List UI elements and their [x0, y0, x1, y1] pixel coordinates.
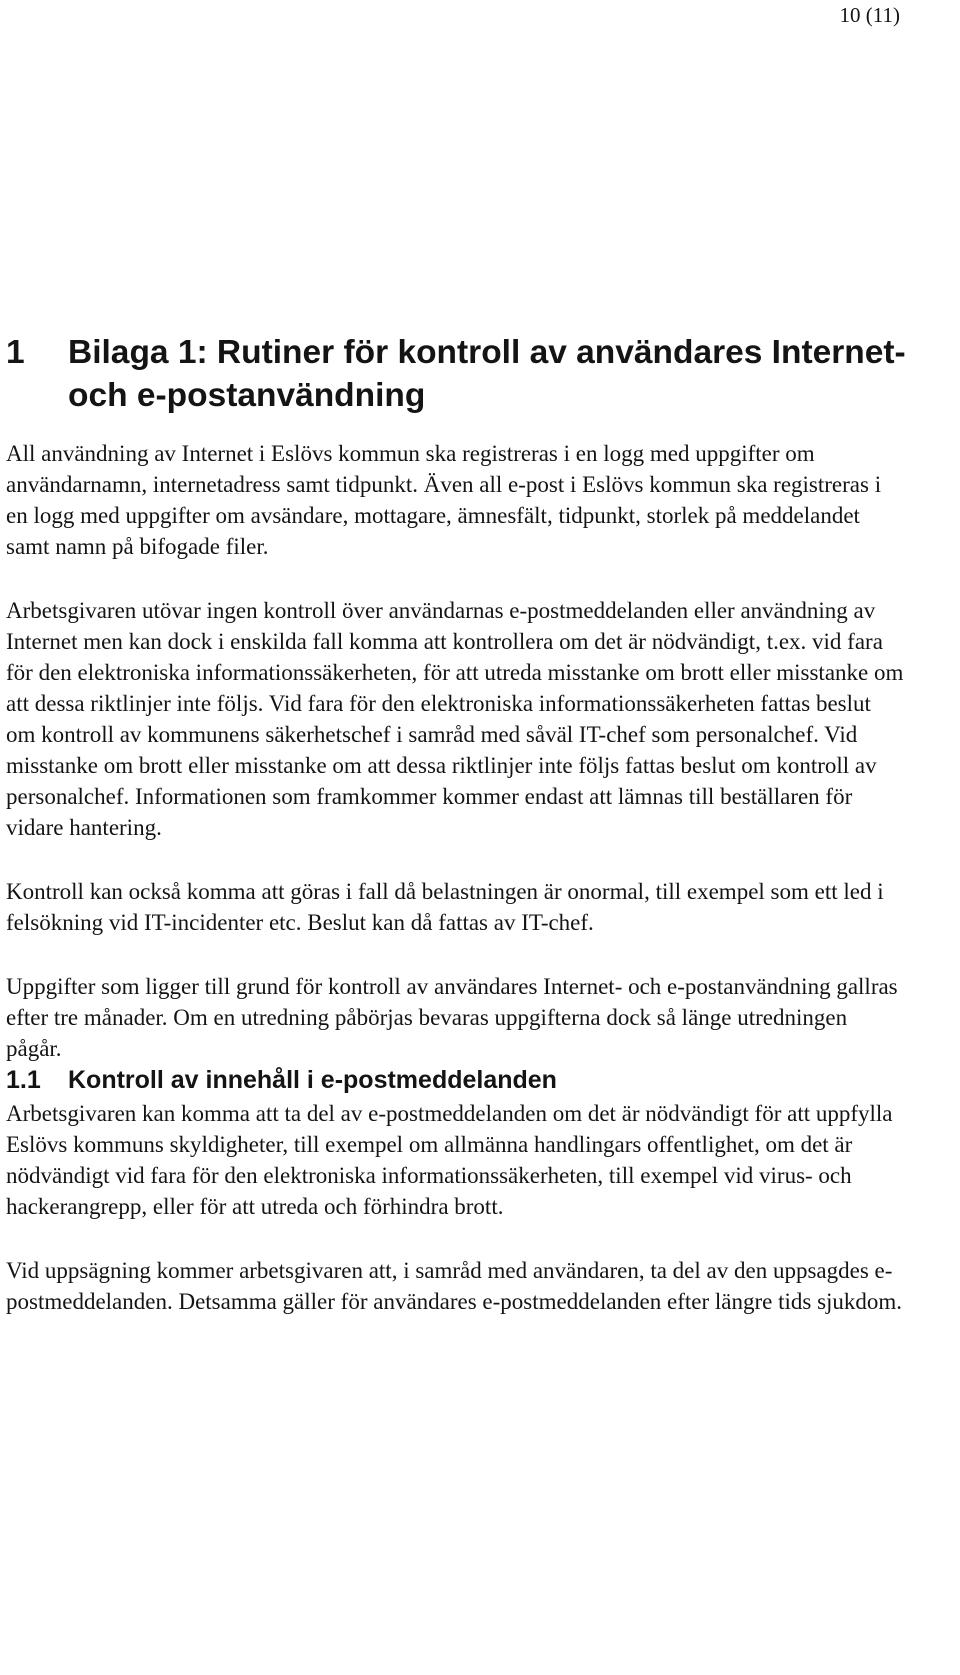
subsection-heading	[6, 1064, 906, 1097]
paragraph-employer-control: Arbetsgivaren utövar ingen kontroll över användarnas e-postmeddelanden eller användning av Internet men kan dock i enskilda fall komma att kontrollera om det är nödvändigt, t.ex. vid fara för den elektroniska informationssäkerheten, för att utreda misstanke om brott eller misstanke om att dessa riktlinjer inte följs. Vid fara för den elektroniska informationssäkerheten fattas beslut om kontroll av kommunens säkerhetschef i samråd med såväl IT-chef som personalchef. Vid misstanke om brott eller misstanke om att dessa riktlinjer inte följs fattas beslut om kontroll av personalchef. Informationen som framkommer kommer endast att lämnas till beställaren för vidare hantering.	[6, 598, 904, 840]
section-title: Bilaga 1: Rutiner för kontroll av användares Internet- och e-postanvändning	[68, 334, 906, 414]
page-number: 10 (11)	[839, 3, 900, 27]
paragraph-abnormal-load: Kontroll kan också komma att göras i fall då belastningen är onormal, till exempel som ett led i felsökning vid IT-incidenter etc. Beslut kan då fattas av IT-chef.	[6, 879, 884, 935]
paragraph-email-content: Arbetsgivaren kan komma att ta del av e-postmeddelanden om det är nödvändigt för att uppfylla Eslövs kommuns skyldigheter, till exempel om allmänna handlingars offentlighet, om det är nödvändigt vid fara för den elektroniska informationssäkerheten, till exempel vid virus- och hackerangrepp, eller för att utreda och förhindra brott.	[6, 1101, 893, 1219]
paragraph-retention: Uppgifter som ligger till grund för kontroll av användares Internet- och e-postanvändning gallras efter tre månader. Om en utredning påbörjas bevaras uppgifterna dock så länge utredningen pågår.	[6, 974, 898, 1061]
subsection-number: 1.1	[6, 1066, 41, 1094]
paragraph-logging: All användning av Internet i Eslövs kommun ska registreras i en logg med uppgifter om användarnamn, internetadress samt tidpunkt. Även all e-post i Eslövs kommun ska registreras i en logg med uppgifter om avsändare, mottagare, ämnesfält, tidpunkt, storlek på meddelandet samt namn på bifogade filer.	[6, 441, 882, 559]
section-heading	[6, 331, 906, 417]
paragraph-termination: Vid uppsägning kommer arbetsgivaren att, i samråd med användaren, ta del av den uppsagdes e-postmeddelanden. Detsamma gäller för användares e-postmeddelanden efter längre tids sjukdom.	[6, 1258, 903, 1314]
subsection-title: Kontroll av innehåll i e-postmeddelanden	[68, 1066, 557, 1094]
section-number: 1	[6, 334, 25, 371]
document-body	[6, 331, 906, 1317]
